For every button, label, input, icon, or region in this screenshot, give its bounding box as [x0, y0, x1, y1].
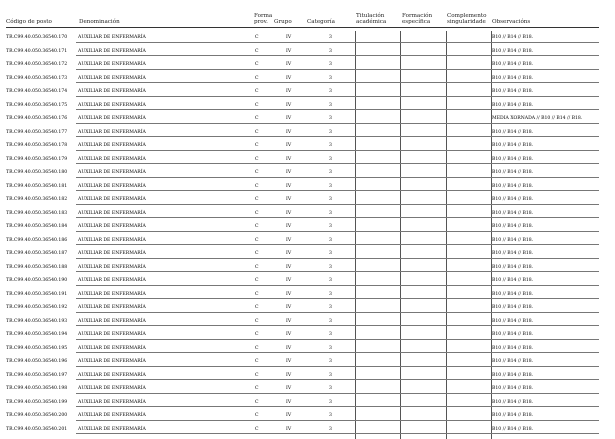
cell-categoria: 3 [329, 75, 332, 81]
cell-grupo: IV [286, 305, 292, 310]
header-complemento: Complemento singularidade [447, 13, 487, 26]
cell-observacions: B10 // B14 // B18. [492, 264, 534, 270]
header-codigo: Código de posto [6, 19, 52, 25]
cell-codigo: TR.C99.40.050.36540.186 [6, 237, 68, 243]
cell-forma: C [255, 156, 259, 162]
cell-categoria: 3 [329, 89, 332, 94]
cell-forma: C [255, 170, 259, 175]
cell-codigo: TR.C99.40.050.36540.197 [6, 372, 68, 378]
table-row [0, 234, 615, 248]
cell-forma: C [255, 183, 259, 189]
table-row [0, 301, 615, 315]
cell-grupo: IV [286, 318, 292, 324]
table-row [0, 409, 615, 423]
cell-grupo: IV [286, 89, 292, 94]
cell-categoria: 3 [329, 278, 332, 283]
cell-codigo: TR.C99.40.050.36540.194 [6, 332, 68, 337]
row-rule [76, 312, 599, 313]
cell-observacions: B10 // B14 // B18. [492, 48, 534, 54]
cell-codigo: TR.C99.40.050.36540.192 [6, 305, 68, 310]
cell-denominacion: AUXILIAR DE ENFERMARÍA [78, 224, 146, 229]
cell-categoria: 3 [329, 129, 332, 135]
cell-categoria: 3 [329, 372, 332, 378]
row-rule [76, 217, 599, 218]
cell-categoria: 3 [329, 291, 332, 297]
cell-forma: C [255, 359, 259, 364]
table-row [0, 139, 615, 153]
cell-denominacion: AUXILIAR DE ENFERMARÍA [78, 35, 146, 40]
table-row [0, 247, 615, 261]
cell-codigo: TR.C99.40.050.36540.184 [6, 224, 68, 229]
cell-codigo: TR.C99.40.050.36540.200 [6, 413, 68, 418]
cell-grupo: IV [286, 386, 292, 391]
cell-grupo: IV [286, 143, 292, 148]
cell-forma: C [255, 413, 259, 418]
cell-forma: C [255, 386, 259, 391]
cell-denominacion: AUXILIAR DE ENFERMARÍA [78, 278, 146, 283]
cell-denominacion: AUXILIAR DE ENFERMARÍA [78, 75, 146, 81]
row-rule [76, 150, 599, 151]
cell-denominacion: AUXILIAR DE ENFERMARÍA [78, 62, 146, 67]
cell-forma: C [255, 89, 259, 94]
row-rule [76, 96, 599, 97]
cell-forma: C [255, 251, 259, 256]
cell-observacions: B10 // B14 // B18. [492, 35, 534, 40]
cell-observacions: B10 // B14 // B18. [492, 170, 534, 175]
cell-grupo: IV [286, 48, 292, 54]
cell-observacions: B10 // B14 // B18. [492, 413, 534, 418]
table-row [0, 288, 615, 302]
cell-observacions: B10 // B14 // B18. [492, 156, 534, 162]
row-rule [76, 298, 599, 299]
table-row [0, 193, 615, 207]
cell-categoria: 3 [329, 35, 332, 40]
cell-forma: C [255, 197, 259, 202]
row-rule [76, 258, 599, 259]
row-rule [76, 379, 599, 380]
row-rule [76, 123, 599, 124]
row-rule [76, 339, 599, 340]
cell-codigo: TR.C99.40.050.36540.193 [6, 318, 68, 324]
cell-denominacion: AUXILIAR DE ENFERMARÍA [78, 210, 146, 216]
table-row [0, 261, 615, 275]
header-titulacion: Titulación académica [356, 13, 387, 26]
table-row [0, 207, 615, 221]
cell-forma: C [255, 129, 259, 135]
cell-observacions: B10 // B14 // B18. [492, 359, 534, 364]
cell-grupo: IV [286, 413, 292, 418]
cell-grupo: IV [286, 372, 292, 378]
cell-denominacion: AUXILIAR DE ENFERMARÍA [78, 237, 146, 243]
cell-grupo: IV [286, 183, 292, 189]
cell-observacions: B10 // B14 // B18. [492, 210, 534, 216]
cell-grupo: IV [286, 62, 292, 67]
cell-categoria: 3 [329, 143, 332, 148]
cell-forma: C [255, 291, 259, 297]
cell-forma: C [255, 116, 259, 121]
cell-forma: C [255, 278, 259, 283]
table-row [0, 342, 615, 356]
row-rule [76, 406, 599, 407]
row-rule [76, 285, 599, 286]
cell-forma: C [255, 264, 259, 270]
row-rule [76, 163, 599, 164]
cell-codigo: TR.C99.40.050.36540.176 [6, 116, 68, 121]
cell-observacions: B10 // B14 // B18. [492, 372, 534, 378]
row-rule [76, 325, 599, 326]
cell-forma: C [255, 399, 259, 405]
cell-forma: C [255, 426, 259, 432]
cell-grupo: IV [286, 210, 292, 216]
cell-forma: C [255, 372, 259, 378]
cell-denominacion: AUXILIAR DE ENFERMARÍA [78, 399, 146, 405]
cell-codigo: TR.C99.40.050.36540.177 [6, 129, 68, 135]
cell-observacions: B10 // B14 // B18. [492, 129, 534, 135]
cell-forma: C [255, 62, 259, 67]
table-row [0, 85, 615, 99]
cell-forma: C [255, 318, 259, 324]
table-row [0, 72, 615, 86]
cell-forma: C [255, 224, 259, 229]
cell-grupo: IV [286, 399, 292, 405]
cell-grupo: IV [286, 224, 292, 229]
cell-forma: C [255, 305, 259, 310]
cell-observacions: B10 // B14 // B18. [492, 345, 534, 351]
cell-codigo: TR.C99.40.050.36540.195 [6, 345, 68, 351]
row-rule [76, 69, 599, 70]
cell-forma: C [255, 237, 259, 243]
row-rule [76, 136, 599, 137]
cell-forma: C [255, 143, 259, 148]
cell-categoria: 3 [329, 251, 332, 256]
cell-codigo: TR.C99.40.050.36540.199 [6, 399, 68, 405]
cell-codigo: TR.C99.40.050.36540.188 [6, 264, 68, 270]
cell-denominacion: AUXILIAR DE ENFERMARÍA [78, 291, 146, 297]
header-denominacion: Denominación [79, 19, 120, 25]
cell-categoria: 3 [329, 224, 332, 229]
cell-categoria: 3 [329, 156, 332, 162]
cell-denominacion: AUXILIAR DE ENFERMARÍA [78, 197, 146, 202]
cell-codigo: TR.C99.40.050.36540.171 [6, 48, 68, 54]
cell-codigo: TR.C99.40.050.36540.196 [6, 359, 68, 364]
table-row [0, 112, 615, 126]
cell-denominacion: AUXILIAR DE ENFERMARÍA [78, 48, 146, 54]
cell-codigo: TR.C99.40.050.36540.174 [6, 89, 68, 94]
table-row [0, 180, 615, 194]
row-rule [76, 109, 599, 110]
cell-denominacion: AUXILIAR DE ENFERMARÍA [78, 170, 146, 175]
cell-grupo: IV [286, 291, 292, 297]
cell-categoria: 3 [329, 116, 332, 121]
cell-grupo: IV [286, 197, 292, 202]
cell-denominacion: AUXILIAR DE ENFERMARÍA [78, 305, 146, 310]
cell-grupo: IV [286, 156, 292, 162]
cell-categoria: 3 [329, 413, 332, 418]
cell-denominacion: AUXILIAR DE ENFERMARÍA [78, 89, 146, 94]
header-forma: Forma prov. [254, 13, 273, 26]
cell-grupo: IV [286, 359, 292, 364]
table-row [0, 220, 615, 234]
cell-observacions: B10 // B14 // B18. [492, 75, 534, 81]
row-rule [76, 231, 599, 232]
cell-observacions: B10 // B14 // B18. [492, 102, 534, 108]
header-categoria: Categoría [307, 19, 335, 25]
cell-denominacion: AUXILIAR DE ENFERMARÍA [78, 129, 146, 135]
row-rule [76, 271, 599, 272]
cell-codigo: TR.C99.40.050.36540.181 [6, 183, 68, 189]
cell-categoria: 3 [329, 264, 332, 270]
table-row [0, 369, 615, 383]
cell-denominacion: AUXILIAR DE ENFERMARÍA [78, 116, 146, 121]
row-rule [76, 204, 599, 205]
cell-forma: C [255, 35, 259, 40]
cell-forma: C [255, 75, 259, 81]
cell-codigo: TR.C99.40.050.36540.182 [6, 197, 68, 202]
cell-forma: C [255, 210, 259, 216]
row-rule [76, 420, 599, 421]
cell-grupo: IV [286, 332, 292, 337]
cell-observacions: B10 // B14 // B18. [492, 89, 534, 94]
cell-observacions: MEDIA XORNADA // B10 // B14 // B18. [492, 116, 583, 121]
cell-categoria: 3 [329, 62, 332, 67]
cell-codigo: TR.C99.40.050.36540.201 [6, 426, 68, 432]
cell-grupo: IV [286, 426, 292, 432]
cell-denominacion: AUXILIAR DE ENFERMARÍA [78, 102, 146, 108]
table-row [0, 396, 615, 410]
cell-denominacion: AUXILIAR DE ENFERMARÍA [78, 183, 146, 189]
cell-observacions: B10 // B14 // B18. [492, 426, 534, 432]
table-row [0, 31, 615, 45]
table-row [0, 328, 615, 342]
cell-denominacion: AUXILIAR DE ENFERMARÍA [78, 318, 146, 324]
cell-grupo: IV [286, 35, 292, 40]
row-rule [76, 393, 599, 394]
cell-codigo: TR.C99.40.050.36540.173 [6, 75, 68, 81]
cell-denominacion: AUXILIAR DE ENFERMARÍA [78, 426, 146, 432]
table-row [0, 274, 615, 288]
table-row [0, 315, 615, 329]
cell-denominacion: AUXILIAR DE ENFERMARÍA [78, 156, 146, 162]
cell-observacions: B10 // B14 // B18. [492, 278, 534, 283]
cell-categoria: 3 [329, 197, 332, 202]
cell-categoria: 3 [329, 359, 332, 364]
row-rule [76, 352, 599, 353]
row-rule [76, 177, 599, 178]
cell-codigo: TR.C99.40.050.36540.187 [6, 251, 68, 256]
header-observacions: Observacións [492, 19, 531, 25]
cell-forma: C [255, 345, 259, 351]
cell-categoria: 3 [329, 237, 332, 243]
cell-grupo: IV [286, 116, 292, 121]
cell-categoria: 3 [329, 210, 332, 216]
cell-grupo: IV [286, 264, 292, 270]
row-rule [76, 82, 599, 83]
cell-categoria: 3 [329, 183, 332, 189]
table-row [0, 382, 615, 396]
cell-grupo: IV [286, 345, 292, 351]
cell-denominacion: AUXILIAR DE ENFERMARÍA [78, 386, 146, 391]
cell-observacions: B10 // B14 // B18. [492, 62, 534, 67]
cell-observacions: B10 // B14 // B18. [492, 224, 534, 229]
cell-categoria: 3 [329, 386, 332, 391]
cell-observacions: B10 // B14 // B18. [492, 197, 534, 202]
cell-codigo: TR.C99.40.050.36540.172 [6, 62, 68, 67]
cell-observacions: B10 // B14 // B18. [492, 318, 534, 324]
cell-denominacion: AUXILIAR DE ENFERMARÍA [78, 332, 146, 337]
row-rule [76, 433, 599, 434]
cell-codigo: TR.C99.40.050.36540.179 [6, 156, 68, 162]
table-row [0, 126, 615, 140]
cell-denominacion: AUXILIAR DE ENFERMARÍA [78, 345, 146, 351]
cell-denominacion: AUXILIAR DE ENFERMARÍA [78, 143, 146, 148]
cell-grupo: IV [286, 251, 292, 256]
cell-forma: C [255, 332, 259, 337]
cell-observacions: B10 // B14 // B18. [492, 386, 534, 391]
table-row [0, 355, 615, 369]
cell-denominacion: AUXILIAR DE ENFERMARÍA [78, 264, 146, 270]
cell-categoria: 3 [329, 332, 332, 337]
cell-codigo: TR.C99.40.050.36540.180 [6, 170, 68, 175]
cell-codigo: TR.C99.40.050.36540.170 [6, 35, 68, 40]
cell-codigo: TR.C99.40.050.36540.183 [6, 210, 68, 216]
cell-observacions: B10 // B14 // B18. [492, 143, 534, 148]
row-rule [76, 244, 599, 245]
cell-observacions: B10 // B14 // B18. [492, 251, 534, 256]
row-rule [76, 366, 599, 367]
header-grupo: Grupo [274, 19, 292, 25]
row-rule [76, 42, 599, 43]
cell-categoria: 3 [329, 399, 332, 405]
cell-observacions: B10 // B14 // B18. [492, 332, 534, 337]
table-row [0, 99, 615, 113]
cell-codigo: TR.C99.40.050.36540.198 [6, 386, 68, 391]
table-row [0, 423, 615, 437]
table-row [0, 45, 615, 59]
cell-forma: C [255, 102, 259, 108]
cell-categoria: 3 [329, 345, 332, 351]
header-rule [6, 27, 599, 28]
cell-observacions: B10 // B14 // B18. [492, 237, 534, 243]
row-rule [76, 190, 599, 191]
cell-codigo: TR.C99.40.050.36540.178 [6, 143, 68, 148]
cell-observacions: B10 // B14 // B18. [492, 183, 534, 189]
cell-grupo: IV [286, 237, 292, 243]
cell-grupo: IV [286, 75, 292, 81]
cell-denominacion: AUXILIAR DE ENFERMARÍA [78, 413, 146, 418]
cell-denominacion: AUXILIAR DE ENFERMARÍA [78, 372, 146, 378]
cell-categoria: 3 [329, 48, 332, 54]
cell-observacions: B10 // B14 // B18. [492, 399, 534, 405]
cell-denominacion: AUXILIAR DE ENFERMARÍA [78, 359, 146, 364]
row-rule [76, 55, 599, 56]
cell-codigo: TR.C99.40.050.36540.190 [6, 278, 68, 283]
header-formacion: Formación específica [402, 13, 433, 26]
cell-denominacion: AUXILIAR DE ENFERMARÍA [78, 251, 146, 256]
cell-codigo: TR.C99.40.050.36540.175 [6, 102, 68, 108]
cell-forma: C [255, 48, 259, 54]
cell-categoria: 3 [329, 102, 332, 108]
cell-grupo: IV [286, 278, 292, 283]
table-row [0, 58, 615, 72]
cell-observacions: B10 // B14 // B18. [492, 291, 534, 297]
cell-grupo: IV [286, 129, 292, 135]
table-row [0, 166, 615, 180]
cell-categoria: 3 [329, 318, 332, 324]
cell-grupo: IV [286, 102, 292, 108]
cell-grupo: IV [286, 170, 292, 175]
cell-codigo: TR.C99.40.050.36540.191 [6, 291, 68, 297]
table-row [0, 153, 615, 167]
cell-categoria: 3 [329, 426, 332, 432]
cell-categoria: 3 [329, 305, 332, 310]
cell-observacions: B10 // B14 // B18. [492, 305, 534, 310]
cell-categoria: 3 [329, 170, 332, 175]
